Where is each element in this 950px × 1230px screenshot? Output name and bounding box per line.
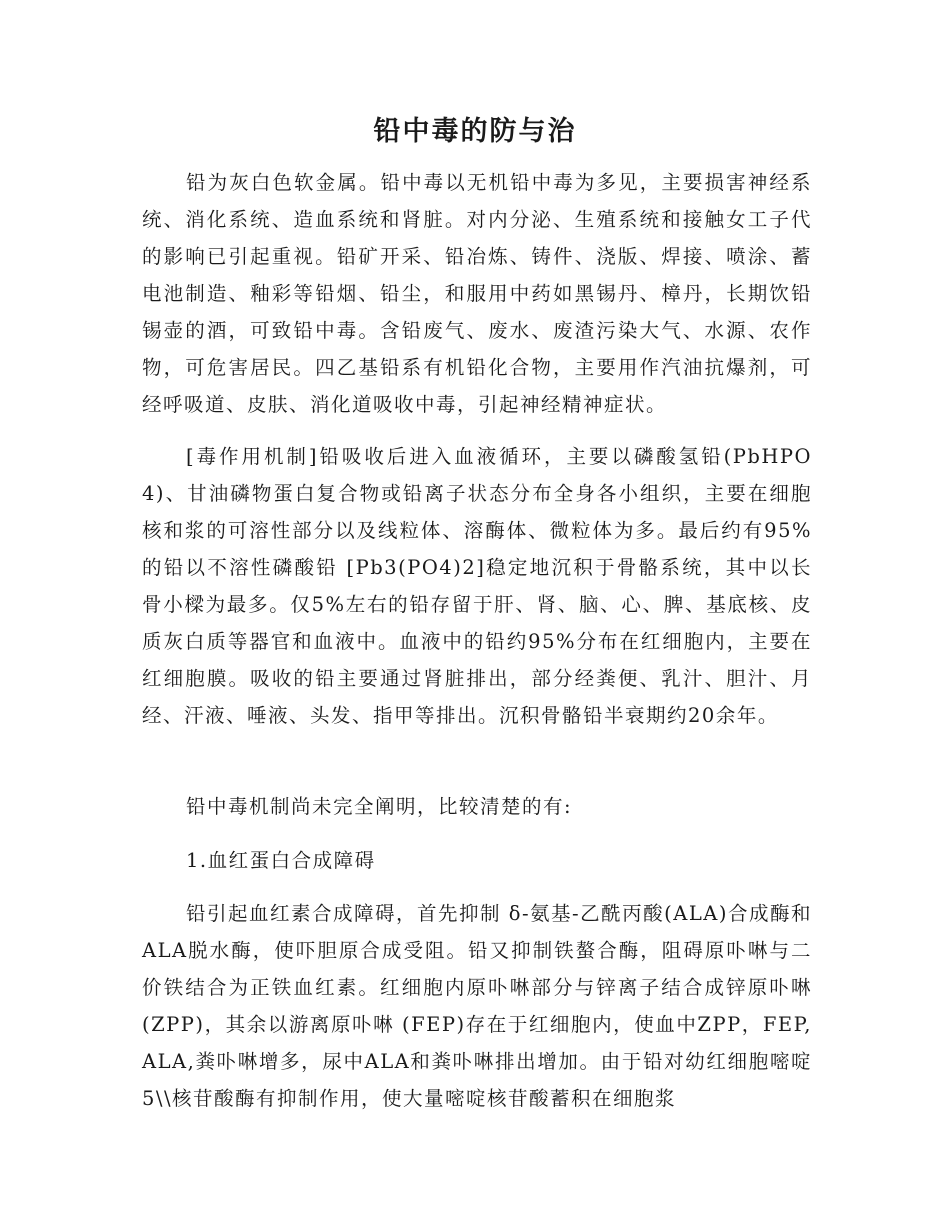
section-heading-hemoglobin: 1.血红蛋白合成障碍 — [186, 849, 376, 872]
paragraph-mechanism: [毒作用机制]铅吸收后进入血液循环，主要以磷酸氢铅(PbHPO4)、甘油磷物蛋白复合物或铅离子状态分布全身各小组织，主要在细胞核和浆的可溶性部分以及线粒体、溶酶体、微粒体为多。最后约有95%的铅以不溶性磷酸铅 [Pb3(PO4)2]稳定地沉积于骨骼系统，其中以长骨小樑为最多。仅5%左右的铅存留于肝、肾、脑、心、脾、基底核、皮质灰白质等器官和血液中。血液中的铅约95%分布在红细胞内，主要在红细胞膜。吸收的铅主要通过肾脏排出，部分经粪便、乳汁、胆汁、月经、汗液、唾液、头发、指甲等排出。沉积骨骼铅半衰期约20余年。 — [142, 445, 812, 727]
paragraph-intro: 铅为灰白色软金属。铅中毒以无机铅中毒为多见，主要损害神经系统、消化系统、造血系统和肾脏。对内分泌、生殖系统和接触女工子代的影响已引起重视。铅矿开采、铅冶炼、铸件、浇版、焊接、喷涂、蓄电池制造、釉彩等铅烟、铅尘，和服用中药如黑锡丹、樟丹，长期饮铅锡壶的酒，可致铅中毒。含铅废气、废水、废渣污染大气、水源、农作物，可危害居民。四乙基铅系有机铅化合物，主要用作汽油抗爆剂，可经呼吸道、皮肤、消化道吸收中毒，引起神经精神症状。 — [142, 171, 812, 416]
paragraph-hemoglobin: 铅引起血红素合成障碍，首先抑制 δ-氨基-乙酰丙酸(ALA)合成酶和ALA脱水酶，使吓胆原合成受阻。铅又抑制铁螯合酶，阻碍原卟啉与二价铁结合为正铁血红素。红细胞内原卟啉部分与锌离子结合成锌原卟啉(ZPP)，其余以游离原卟啉 (FEP)存在于红细胞内，使血中ZPP，FEP,ALA,粪卟啉增多，尿中ALA和粪卟啉排出增加。由于铅对幼红细胞嘧啶5\\核苷酸酶有抑制作用，使大量嘧啶核苷酸蓄积在细胞浆 — [142, 902, 812, 1110]
paragraph-mechanism-lead: 铅中毒机制尚未完全阐明，比较清楚的有: — [186, 795, 573, 818]
document-title: 铅中毒的防与治 — [373, 116, 577, 147]
